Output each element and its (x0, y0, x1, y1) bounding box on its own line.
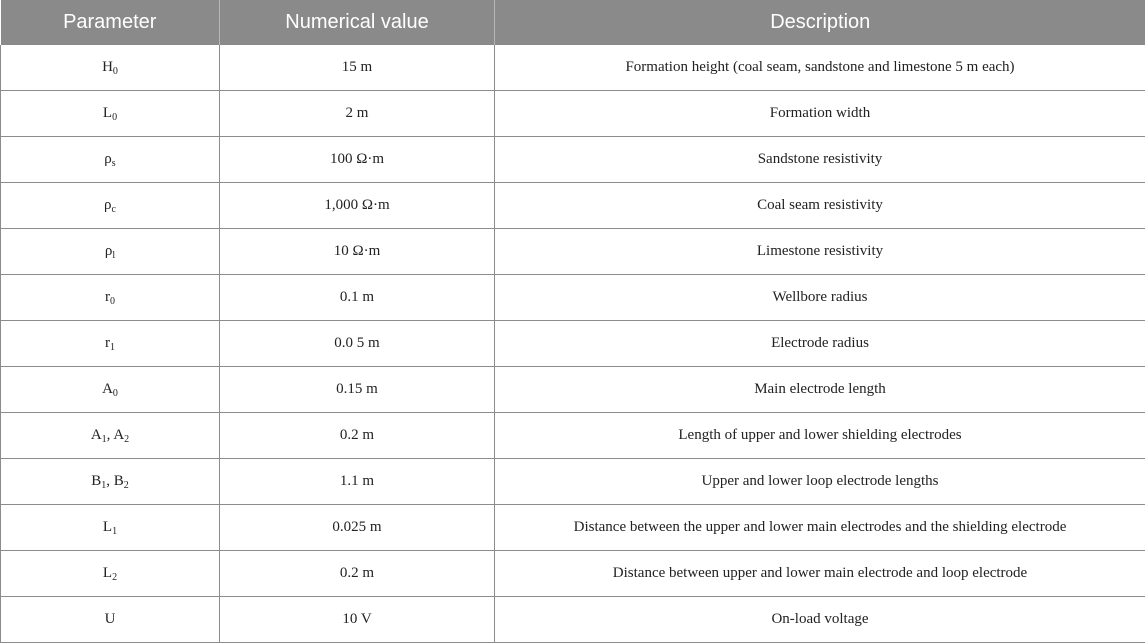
parameter-symbol: L (103, 519, 112, 535)
parameter-cell (1, 45, 220, 91)
parameter-symbol: ρ (104, 151, 112, 167)
description-cell: Limestone resistivity (495, 229, 1145, 275)
value-cell: 0.025 m (220, 505, 495, 551)
parameter-subscript: c (112, 204, 116, 215)
parameter-cell (1, 505, 220, 551)
description-cell: Upper and lower loop electrode lengths (495, 459, 1145, 505)
table-row (1, 459, 1145, 505)
parameter-cell (1, 367, 220, 413)
parameter-cell (1, 137, 220, 183)
description-cell: Distance between upper and lower main electrode and loop electrode (495, 551, 1145, 597)
table-row (1, 413, 1145, 459)
value-cell: 10 V (220, 597, 495, 643)
value-cell: 100 Ω·m (220, 137, 495, 183)
parameter-symbol: , A (107, 427, 125, 443)
parameter-subscript: 0 (113, 388, 118, 399)
parameter-cell (1, 551, 220, 597)
header-row (1, 0, 1145, 45)
value-cell: 2 m (220, 91, 495, 137)
header-parameter: Parameter (1, 0, 220, 45)
parameter-symbol: B (91, 473, 101, 489)
parameter-cell (1, 229, 220, 275)
description-cell: Length of upper and lower shielding electrodes (495, 413, 1145, 459)
description-cell: Electrode radius (495, 321, 1145, 367)
table-row (1, 137, 1145, 183)
description-cell: Formation height (coal seam, sandstone and limestone 5 m each) (495, 45, 1145, 91)
header-description: Description (495, 0, 1145, 45)
value-cell: 0.0 5 m (220, 321, 495, 367)
parameter-symbol: L (103, 565, 112, 581)
parameter-subscript: 1 (102, 434, 107, 445)
parameter-symbol: ρ (104, 197, 112, 213)
table-row (1, 229, 1145, 275)
value-cell: 0.2 m (220, 551, 495, 597)
parameter-cell (1, 321, 220, 367)
table-header (1, 0, 1145, 45)
description-cell: Formation width (495, 91, 1145, 137)
description-cell: Main electrode length (495, 367, 1145, 413)
table-row (1, 505, 1145, 551)
parameter-cell (1, 91, 220, 137)
header-numerical-value: Numerical value (220, 0, 495, 45)
parameter-subscript: 1 (110, 342, 115, 353)
parameter-symbol: L (103, 105, 112, 121)
parameter-symbol: A (91, 427, 102, 443)
parameter-symbol: r (105, 289, 110, 305)
value-cell: 0.2 m (220, 413, 495, 459)
value-cell: 15 m (220, 45, 495, 91)
table-row (1, 551, 1145, 597)
table-row (1, 275, 1145, 321)
parameter-symbol: A (102, 381, 113, 397)
table-row (1, 45, 1145, 91)
parameter-cell (1, 459, 220, 505)
parameter-symbol: ρ (105, 243, 113, 259)
table-row (1, 367, 1145, 413)
table-row (1, 91, 1145, 137)
parameter-subscript: s (112, 158, 116, 169)
parameter-cell (1, 413, 220, 459)
description-cell: On-load voltage (495, 597, 1145, 643)
parameter-cell (1, 597, 220, 643)
parameter-symbol: r (105, 335, 110, 351)
description-cell: Coal seam resistivity (495, 183, 1145, 229)
parameter-cell (1, 275, 220, 321)
description-cell: Distance between the upper and lower main electrodes and the shielding electrode (495, 505, 1145, 551)
parameter-subscript: l (112, 250, 115, 261)
description-cell: Wellbore radius (495, 275, 1145, 321)
table-row (1, 321, 1145, 367)
parameter-symbol: U (105, 611, 116, 627)
parameter-subscript: 0 (110, 296, 115, 307)
parameter-subscript: 1 (101, 480, 106, 491)
parameter-subscript: 0 (113, 66, 118, 77)
parameter-symbol: , B (106, 473, 124, 489)
parameter-symbol: H (102, 59, 113, 75)
parameter-cell (1, 183, 220, 229)
parameter-subscript: 0 (112, 112, 117, 123)
table-body (1, 45, 1145, 643)
value-cell: 10 Ω·m (220, 229, 495, 275)
value-cell: 0.1 m (220, 275, 495, 321)
parameter-subscript: 1 (112, 526, 117, 537)
parameter-subscript: 2 (124, 480, 129, 491)
parameter-subscript: 2 (124, 434, 129, 445)
description-cell: Sandstone resistivity (495, 137, 1145, 183)
parameter-subscript: 2 (112, 572, 117, 583)
value-cell: 1.1 m (220, 459, 495, 505)
table-row (1, 597, 1145, 643)
value-cell: 0.15 m (220, 367, 495, 413)
table-row (1, 183, 1145, 229)
value-cell: 1,000 Ω·m (220, 183, 495, 229)
